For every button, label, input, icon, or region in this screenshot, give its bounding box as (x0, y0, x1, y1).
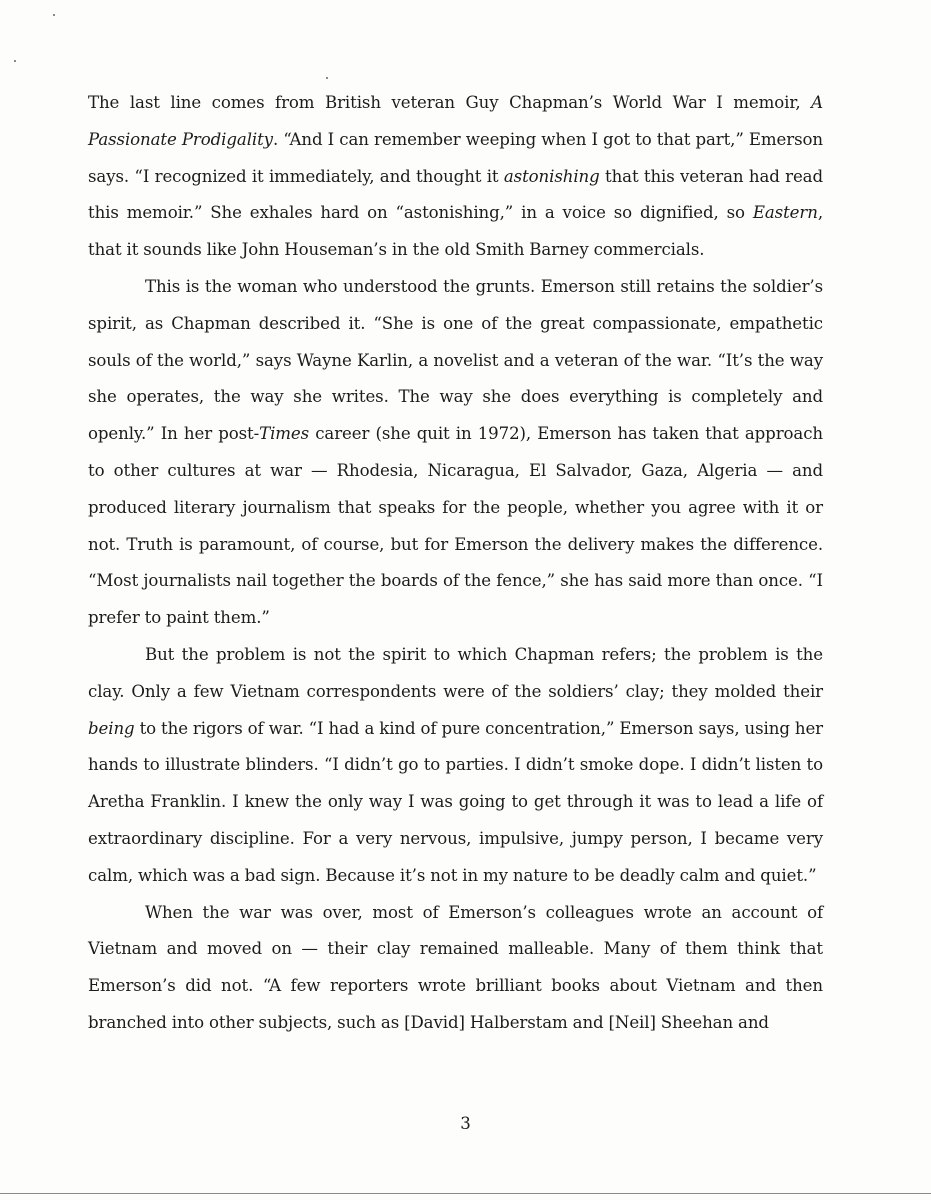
page-number: 3 (460, 1114, 471, 1133)
scan-speck (14, 60, 16, 62)
text-run: . “And I can remember weeping when I got to that part,” Emerson says. “I recognized it immediately, and thought it (88, 129, 823, 186)
text-run: career (she quit in 1972), Emerson has taken that approach to other cultures at war — Rhodesia, Nicaragua, El Salvador, Gaza, Algeria — and produced literary journalism that speaks for the people, whether you agree with it or not. Truth is paramount, of course, but for Emerson the delivery makes the difference. “Most journalists nail together the boards of the fence,” she has said more than once. “I prefer to paint them.” (88, 424, 823, 628)
italic-text: being (88, 718, 135, 738)
text-run: When the war was over, most of Emerson’s colleagues wrote an account of Vietnam and moved on — their clay remained malleable. Many of them think that Emerson’s did not. “A few reporters wrote brilliant books about Vietnam and then branched into other subjects, such as [David] Halberstam and [Neil] Sheehan and (88, 902, 823, 1032)
text-run: The last line comes from British veteran Guy Chapman’s World War I memoir, (88, 93, 812, 112)
italic-text: A Passionate Prodigality (88, 93, 823, 149)
italic-text: Eastern (752, 203, 818, 223)
paragraph (88, 637, 823, 895)
scan-speck (53, 14, 55, 16)
body-text (88, 85, 823, 1042)
text-run: , that it sounds like John Houseman’s in the old Smith Barney commercials. (88, 203, 823, 260)
italic-text: Times (259, 424, 310, 444)
text-run: to the rigors of war. “I had a kind of pure concentration,” Emerson says, using her hands to illustrate blinders. “I didn’t go to parties. I didn’t smoke dope. I didn’t listen to Aretha Franklin. I knew the only way I was going to get through it was to lead a life of extraordinary discipline. For a very nervous, impulsive, jumpy person, I became very calm, which was a bad sign. Because it’s not in my nature to be deadly calm and quiet.” (88, 718, 823, 885)
paragraph (88, 895, 823, 1042)
paragraph (88, 269, 823, 637)
scan-speck (326, 77, 328, 79)
italic-text: astonishing (503, 166, 600, 186)
text-run: This is the woman who understood the grunts. Emerson still retains the soldier’s spirit, as Chapman described it. “She is one of the great compassionate, empathetic souls of the world,” says Wayne Karlin, a novelist and a veteran of the war. “It’s the way she operates, the way she writes. The way she does everything is completely and openly.” In her post- (88, 276, 823, 444)
text-run: that this veteran had read this memoir.” She exhales hard on “astonishing,” in a voice so dignified, so (88, 166, 823, 223)
text-run: But the problem is not the spirit to which Chapman refers; the problem is the clay. Only a few Vietnam correspondents were of the soldiers’ clay; they molded their (88, 644, 823, 701)
paragraph (88, 85, 823, 269)
footer-rule (0, 1193, 931, 1194)
